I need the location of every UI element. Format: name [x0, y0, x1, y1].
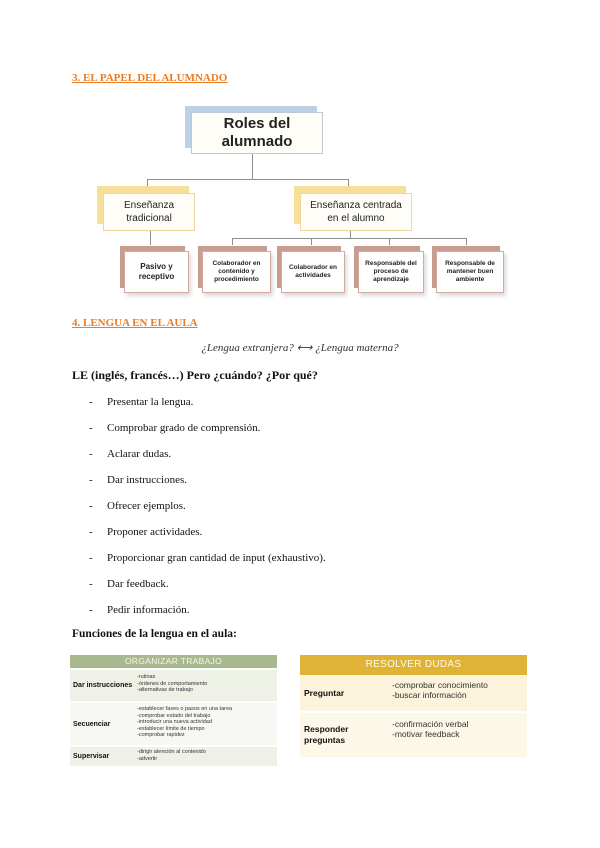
list-item: - Presentar la lengua. [89, 396, 194, 408]
diagram-leaf-label: Colaborador en contenido y procedimiento [212, 260, 261, 283]
row-value-line: -confirmación verbal [392, 719, 469, 729]
list-item-text: Dar feedback. [107, 578, 169, 590]
connector-line [348, 179, 349, 187]
row-values [135, 747, 277, 766]
row-values [390, 713, 527, 757]
diagram-leaf-label: Responsable de mantener buen ambiente [445, 260, 495, 283]
connector-line [350, 231, 351, 238]
list-item: - Proporcionar gran cantidad de input (exhaustivo). [89, 552, 326, 564]
row-value-line: -órdenes de comportamiento [137, 680, 208, 687]
diagram-leaf-label: Colaborador en actividades [288, 264, 338, 279]
diagram-leaf [281, 251, 345, 293]
diagram-branch-traditional [103, 193, 195, 231]
list-item-text: Ofrecer ejemplos. [107, 500, 186, 512]
row-value-line: -establecer fases o pasos en una tarea [137, 706, 233, 712]
diagram-branch-label: Enseñanza tradicional [123, 200, 175, 224]
list-item: - Aclarar dudas. [89, 448, 172, 460]
language-question: LE (inglés, francés…) Pero ¿cuándo? ¿Por qué? [72, 368, 318, 382]
table-header: ORGANIZAR TRABAJO [70, 655, 277, 668]
row-value-line: -rutinas [137, 674, 156, 680]
row-value-line: -advertir [137, 755, 158, 762]
connector-line [252, 152, 253, 179]
section-4-heading: 4. LENGUA EN EL AULA [72, 317, 198, 329]
diagram-branch-student-centered [300, 193, 412, 231]
row-value-line: -alternativas de trabajo [137, 687, 193, 693]
list-item: - Ofrecer ejemplos. [89, 500, 186, 512]
list-item: - Dar feedback. [89, 578, 169, 590]
diagram-leaf [124, 251, 189, 293]
connector-line [389, 238, 390, 245]
diagram-leaf [436, 251, 504, 293]
section-3-heading: 3. EL PAPEL DEL ALUMNADO [72, 72, 228, 84]
table-row [300, 675, 527, 713]
connector-line [311, 238, 312, 245]
row-values [135, 703, 277, 745]
row-label: Secuenciar [73, 720, 111, 728]
table-row [70, 745, 277, 766]
row-value-line: -comprobar rapidez [137, 732, 185, 738]
table-row [70, 668, 277, 701]
row-label: Supervisar [73, 753, 110, 760]
diagram-leaf-label: Pasivo y receptivo [138, 262, 175, 281]
list-item-text: Comprobar grado de comprensión. [107, 422, 261, 434]
table-row [300, 713, 527, 757]
list-item: - Proponer actividades. [89, 526, 203, 538]
row-value-line: -buscar información [392, 690, 467, 700]
table-row [70, 701, 277, 745]
list-item-text: Presentar la lengua. [107, 396, 194, 408]
list-item: - Comprobar grado de comprensión. [89, 422, 261, 434]
row-value-line: -comprobar estado del trabajo [137, 712, 211, 719]
connector-line [147, 179, 348, 180]
resolve-doubts-table [300, 655, 527, 757]
connector-line [150, 231, 151, 245]
list-item-text: Pedir información. [107, 604, 190, 616]
connector-line [232, 238, 467, 239]
organize-work-table [70, 655, 277, 766]
diagram-root-label: Roles del alumnado [221, 115, 293, 150]
diagram-leaf-label: Responsable del proceso de aprendizaje [365, 260, 417, 283]
diagram-root-box [191, 112, 323, 154]
list-item-text: Proponer actividades. [107, 526, 203, 538]
diagram-leaf [202, 251, 271, 293]
row-values [390, 675, 527, 711]
row-label: Dar instrucciones [73, 682, 133, 689]
row-value-line: -motivar feedback [392, 729, 460, 739]
diagram-branch-label: Enseñanza centrada en el alumno [310, 200, 402, 224]
row-label: Preguntar [304, 687, 345, 698]
list-item: - Dar instrucciones. [89, 474, 188, 486]
connector-line [466, 238, 467, 245]
row-value-line: -dirigir atención al contenido [137, 749, 206, 755]
row-value-line: -comprobar conocimiento [392, 680, 488, 690]
row-value-line: -establecer límite de tiempo [137, 725, 205, 732]
diagram-leaf [358, 251, 424, 293]
functions-title: Funciones de la lengua en el aula: [72, 628, 237, 640]
row-label: Responder preguntas [304, 724, 349, 745]
row-value-line: -introducir una nueva actividad [137, 719, 212, 725]
list-item-text: Aclarar dudas. [107, 448, 172, 460]
list-item-text: Dar instrucciones. [107, 474, 188, 486]
table-header: RESOLVER DUDAS [300, 655, 527, 675]
row-values [135, 670, 277, 701]
connector-line [232, 238, 233, 245]
connector-line [147, 179, 148, 187]
language-subtitle: ¿Lengua extranjera? ⟷ ¿Lengua materna? [201, 342, 399, 354]
list-item-text: Proporcionar gran cantidad de input (exhaustivo). [107, 552, 326, 564]
list-item: - Pedir información. [89, 604, 190, 616]
